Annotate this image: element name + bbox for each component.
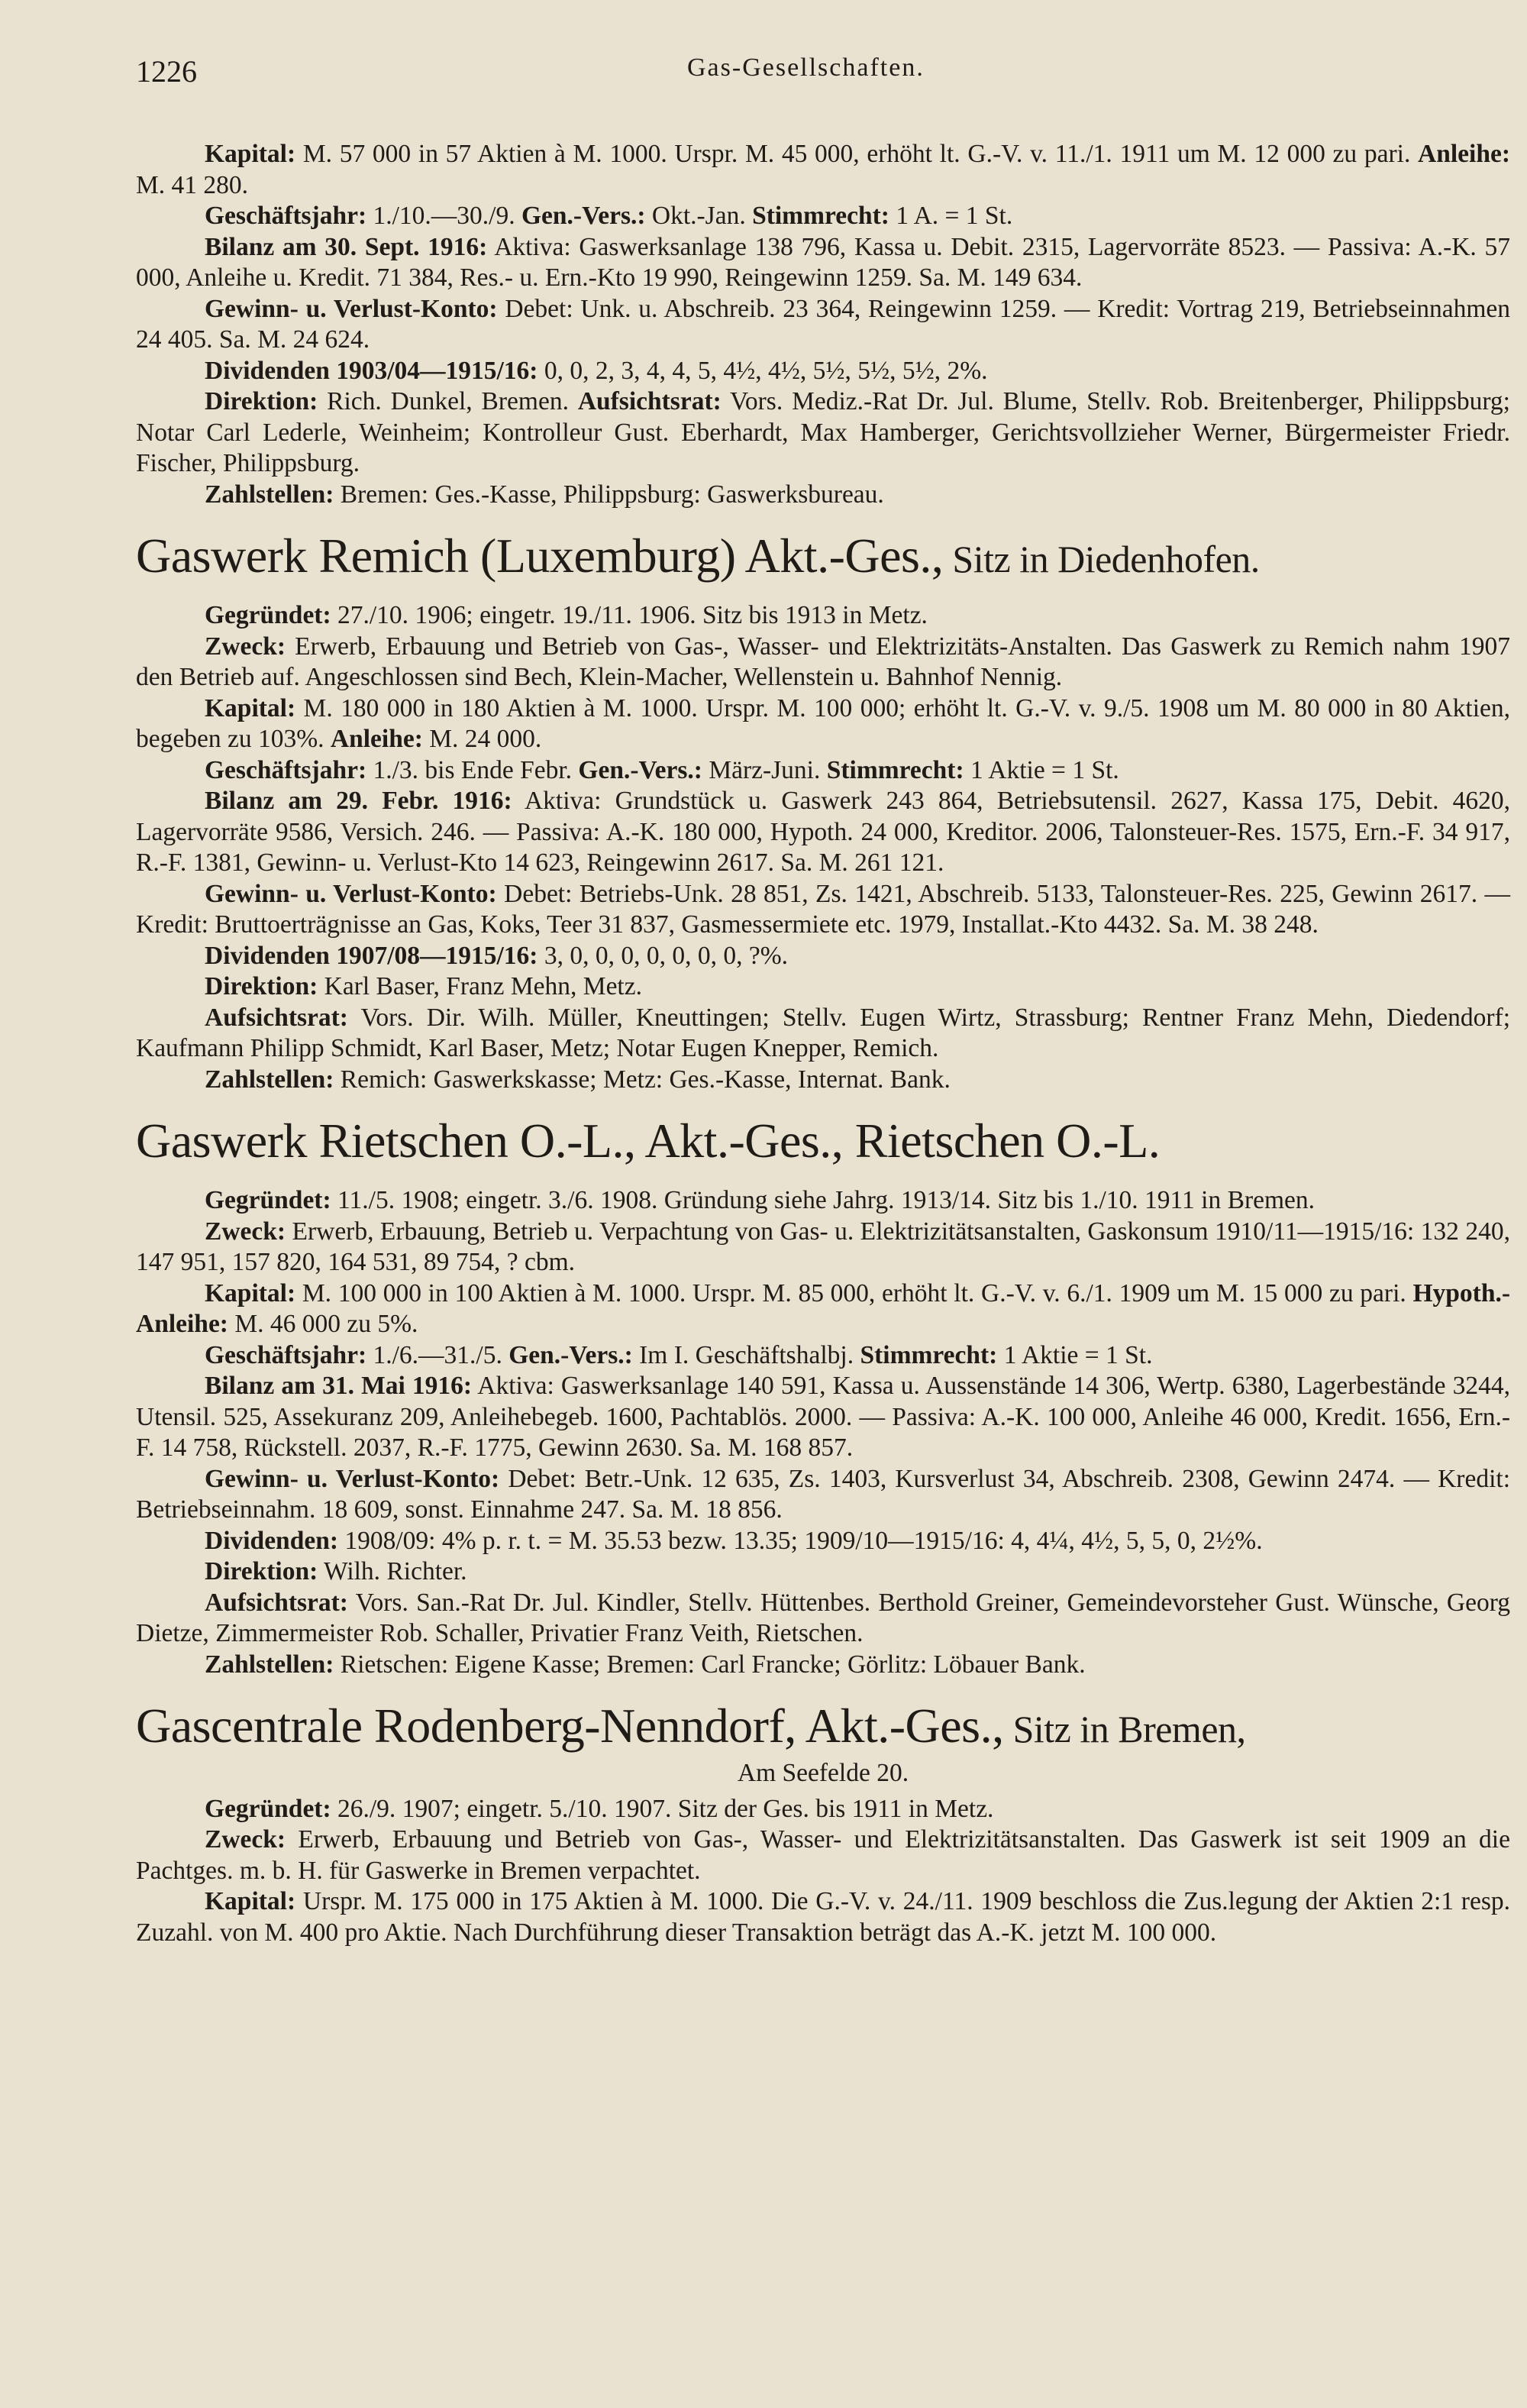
entry-paragraph (136, 786, 1510, 879)
entry-paragraph (136, 1588, 1510, 1650)
field-text: Aktiva: Gaswerksanlage 140 591, Kassa u. Aussenstände 14 306, Wertp. 6380, Lagerbestände 3244, Utensil. 525, Assekuranz 209, Anleihebegeb. 1600, Pachtablös. 2000. — Passiva: A.-K. 100 000, Anleihe 46 000, Kredit. 1656, Ern.-F. 14 758, Rückstell. 2037, R.-F. 1775, Gewinn 2630. Sa. M. 168 857. (136, 1372, 1510, 1462)
field-text: Vors. Dir. Wilh. Müller, Kneuttingen; Stellv. Eugen Wirtz, Strassburg; Rentner Franz Mehn, Diedendorf; Kaufmann Philipp Schmidt, Karl Baser, Metz; Notar Eugen Knepper, Remich. (136, 1003, 1510, 1062)
field-label: Kapital: (205, 140, 296, 168)
field-text: Urspr. M. 175 000 in 175 Aktien à M. 1000. Die G.-V. v. 24./11. 1909 beschloss die Zus.legung der Aktien 2:1 resp. Zuzahl. von M. 400 pro Aktie. Nach Durchführung dieser Transaktion beträgt das A.-K. jetzt M. 100 000. (136, 1887, 1510, 1947)
field-text: M. 41 280. (136, 170, 249, 199)
field-text: 1908/09: 4% p. r. t. = M. 35.53 bezw. 13.35; 1909/10—1915/16: 4, 4¼, 4½, 5, 5, 0, 2½%. (337, 1526, 1263, 1555)
field-text: Debet: Unk. u. Abschreib. 23 364, Reingewinn 1259. — Kredit: Vortrag 219, Betriebseinnahmen 24 405. Sa. M. 24 624. (136, 294, 1511, 354)
field-label: Hypoth.-Anleihe: (136, 1278, 1510, 1338)
field-text: Aktiva: Gaswerksanlage 138 796, Kassa u. Debit. 2315, Lagervorräte 8523. — Passiva: A.-K. 57 000, Anleihe u. Kredit. 71 384, Res.- u. Ern.-Kto 19 990, Reingewinn 1259. Sa. M. 149 634. (136, 232, 1510, 292)
company-address: Am Seefelde 20. (737, 1759, 909, 1787)
entry-paragraph (136, 600, 1510, 632)
field-label: Aufsichtsrat: (577, 387, 722, 415)
entry-paragraph (136, 201, 1510, 232)
entry-paragraph (136, 1185, 1510, 1217)
field-text: 3, 0, 0, 0, 0, 0, 0, 0, ?%. (538, 941, 788, 970)
field-text: M. 57 000 in 57 Aktien à M. 1000. Urspr. M. 45 000, erhöht lt. G.-V. v. 11./1. 1911 um M. 12 000 zu pari. (295, 140, 1419, 168)
entry-paragraph (136, 386, 1510, 480)
field-label: Zweck: (205, 1825, 286, 1854)
company-name: Gaswerk Remich (Luxemburg) Akt.-Ges., (136, 528, 944, 583)
field-text: Remich: Gaswerkskasse; Metz: Ges.-Kasse, Internat. Bank. (334, 1065, 951, 1094)
entry-paragraph (136, 294, 1510, 356)
field-text: Erwerb, Erbauung und Betrieb von Gas-, Wasser- und Elektrizitäts-Anstalten. Das Gaswerk zu Remich nahm 1907 den Betrieb auf. Angeschlossen sind Bech, Klein-Macher, Wellenstein u. Bahnhof Nennig. (136, 632, 1510, 691)
field-label: Anleihe: (1418, 140, 1510, 168)
field-text: Erwerb, Erbauung und Betrieb von Gas-, Wasser- und Elektrizitätsanstalten. Das Gaswerk ist seit 1909 an die Pachtges. m. b. H. für Gaswerke in Bremen verpachtet. (136, 1825, 1510, 1885)
entry-paragraph (136, 1278, 1510, 1340)
field-text: Karl Baser, Franz Mehn, Metz. (318, 972, 642, 1000)
field-label: Kapital: (205, 693, 296, 722)
entry-paragraph (136, 1825, 1510, 1886)
field-text: 26./9. 1907; eingetr. 5./10. 1907. Sitz der Ges. bis 1911 in Metz. (331, 1794, 994, 1823)
field-label: Gewinn- u. Verlust-Konto: (205, 294, 498, 323)
field-label: Bilanz am 29. Febr. 1916: (205, 787, 512, 815)
entry-paragraph (136, 139, 1510, 201)
field-text: 1./3. bis Ende Febr. (366, 755, 579, 784)
entry-paragraph (136, 1526, 1510, 1557)
field-label: Dividenden: (205, 1526, 338, 1555)
field-label: Bilanz am 31. Mai 1916: (205, 1372, 473, 1400)
field-text: 1./10.—30./9. (366, 202, 521, 230)
entry-paragraph (136, 1794, 1510, 1825)
entry-paragraph (136, 1003, 1510, 1065)
field-text: M. 24 000. (422, 725, 542, 753)
page-content (136, 139, 1510, 1948)
field-label: Aufsichtsrat: (205, 1588, 348, 1617)
entry-paragraph (136, 1371, 1510, 1464)
company-name: Gaswerk Rietschen O.-L., Akt.-Ges., Rietschen O.-L. (136, 1113, 1161, 1168)
field-label: Geschäftsjahr: (205, 1340, 367, 1369)
entry-paragraph (136, 356, 1510, 387)
entry-paragraph (136, 1217, 1510, 1278)
field-text: Erwerb, Erbauung, Betrieb u. Verpachtung von Gas- u. Elektrizitätsanstalten, Gaskonsum 1910/11—1915/16: 132 240, 147 951, 157 820, 164 531, 89 754, ? cbm. (136, 1217, 1510, 1276)
field-label: Bilanz am 30. Sept. 1916: (205, 232, 488, 261)
field-label: Anleihe: (330, 725, 423, 753)
field-text: März-Juni. (702, 755, 827, 784)
field-label: Direktion: (205, 1557, 318, 1585)
field-text: Vors. San.-Rat Dr. Jul. Kindler, Stellv. Hüttenbes. Berthold Greiner, Gemeindevorsteher Gust. Wünsche, Georg Dietze, Zimmermeister Rob. Schaller, Privatier Franz Veith, Rietschen. (136, 1588, 1510, 1647)
field-label: Gewinn- u. Verlust-Konto: (205, 879, 497, 908)
company-seat: Sitz in Bremen, (1003, 1708, 1246, 1750)
field-text: Debet: Betriebs-Unk. 28 851, Zs. 1421, Abschreib. 5133, Talonsteuer-Res. 225, Gewinn 2617. — Kredit: Bruttoerträgnisse an Gas, Koks, Teer 31 837, Gasmessermiete etc. 1979, Installat.-Kto 4432. Sa. M. 38 248. (136, 879, 1510, 939)
entry-paragraph (136, 1556, 1510, 1588)
entry-paragraph (136, 480, 1510, 511)
entry-paragraph (136, 1065, 1510, 1096)
page-number: 1226 (136, 54, 197, 89)
company-title (136, 1699, 1510, 1757)
field-label: Zweck: (205, 632, 286, 661)
entry-paragraph (136, 879, 1510, 941)
entry-paragraph (136, 693, 1510, 755)
entry-paragraph (136, 232, 1510, 294)
company-name: Gascentrale Rodenberg-Nenndorf, Akt.-Ges., (136, 1699, 1004, 1753)
field-text: Im I. Geschäftshalbj. (632, 1340, 860, 1369)
field-text: Wilh. Richter. (318, 1557, 467, 1585)
field-text: Vors. Mediz.-Rat Dr. Jul. Blume, Stellv. Rob. Breitenberger, Philippsburg; Notar Carl Lederle, Weinheim; Kontrolleur Gust. Eberhardt, Max Hamberger, Gerichtsvollzieher Werner, Bürgermeister Friedr. Fischer, Philippsburg. (136, 387, 1510, 477)
field-label: Zahlstellen: (205, 1650, 334, 1679)
field-label: Zahlstellen: (205, 1065, 334, 1094)
field-text: M. 100 000 in 100 Aktien à M. 1000. Urspr. M. 85 000, erhöht lt. G.-V. v. 6./1. 1909 um M. 15 000 zu pari. (295, 1278, 1413, 1307)
field-label: Geschäftsjahr: (205, 202, 367, 230)
field-label: Zweck: (205, 1217, 286, 1246)
field-text: 1./6.—31./5. (366, 1340, 509, 1369)
entry-paragraph (136, 632, 1510, 693)
field-label: Gen.-Vers.: (521, 202, 646, 230)
entry-paragraph (136, 1650, 1510, 1681)
field-text: Bremen: Ges.-Kasse, Philippsburg: Gaswerksbureau. (334, 480, 884, 509)
running-title: Gas-Gesellschaften. (687, 53, 925, 82)
field-label: Geschäftsjahr: (205, 755, 367, 784)
field-text: Okt.-Jan. (645, 202, 753, 230)
company-seat: Sitz in Diedenhofen. (943, 538, 1260, 580)
field-label: Aufsichtsrat: (205, 1003, 348, 1032)
field-text: 1 A. = 1 St. (889, 202, 1013, 230)
entry-paragraph (136, 1340, 1510, 1372)
entry-paragraph (136, 941, 1510, 972)
field-text: 27./10. 1906; eingetr. 19./11. 1906. Sitz bis 1913 in Metz. (331, 601, 928, 629)
field-text: 11./5. 1908; eingetr. 3./6. 1908. Gründung siehe Jahrg. 1913/14. Sitz bis 1./10. 1911 in Bremen. (331, 1186, 1316, 1214)
field-label: Gen.-Vers.: (578, 755, 702, 784)
entry-paragraph (136, 755, 1510, 787)
field-text: Debet: Betr.-Unk. 12 635, Zs. 1403, Kursverlust 34, Abschreib. 2308, Gewinn 2474. — Kredit: Betriebseinnahm. 18 609, sonst. Einnahme 247. Sa. M. 18 856. (136, 1464, 1510, 1524)
field-label: Gewinn- u. Verlust-Konto: (205, 1464, 500, 1493)
field-text: 1 Aktie = 1 St. (997, 1340, 1153, 1369)
field-label: Gen.-Vers.: (508, 1340, 633, 1369)
field-text: M. 46 000 zu 5%. (228, 1310, 418, 1338)
field-text: Rich. Dunkel, Bremen. (318, 387, 578, 415)
field-text: Rietschen: Eigene Kasse; Bremen: Carl Francke; Görlitz: Löbauer Bank. (334, 1650, 1086, 1679)
field-label: Direktion: (205, 972, 318, 1000)
field-label: Direktion: (205, 387, 318, 415)
field-label: Gegründet: (205, 1186, 331, 1214)
entry-paragraph (136, 1464, 1510, 1526)
company-title (136, 528, 1510, 587)
field-label: Stimmrecht: (860, 1340, 998, 1369)
field-label: Zahlstellen: (205, 480, 334, 509)
field-label: Dividenden 1903/04—1915/16: (205, 356, 538, 385)
field-label: Kapital: (205, 1278, 296, 1307)
field-text: 1 Aktie = 1 St. (964, 755, 1119, 784)
entry-paragraph (136, 971, 1510, 1003)
company-title (136, 1113, 1510, 1172)
field-label: Gegründet: (205, 601, 331, 629)
field-label: Dividenden 1907/08—1915/16: (205, 941, 538, 970)
field-label: Stimmrecht: (826, 755, 964, 784)
field-text: 0, 0, 2, 3, 4, 4, 5, 4½, 4½, 5½, 5½, 5½, 2%. (538, 356, 988, 385)
page-header (136, 53, 1510, 99)
field-text: Aktiva: Grundstück u. Gaswerk 243 864, Betriebsutensil. 2627, Kassa 175, Debit. 4620, Lagervorräte 9586, Versich. 246. — Passiva: A.-K. 180 000, Hypoth. 24 000, Kreditor. 2006, Talonsteuer-Res. 1575, Ern.-F. 34 917, R.-F. 1381, Gewinn- u. Verlust-Kto 14 623, Reingewinn 2617. Sa. M. 261 121. (136, 787, 1510, 877)
field-text: M. 180 000 in 180 Aktien à M. 1000. Urspr. M. 100 000; erhöht lt. G.-V. v. 9./5. 1908 um M. 80 000 in 80 Aktien, begeben zu 103%. (136, 693, 1510, 753)
entry-paragraph (136, 1886, 1510, 1948)
field-label: Stimmrecht: (752, 202, 889, 230)
field-label: Kapital: (205, 1887, 296, 1915)
field-label: Gegründet: (205, 1794, 331, 1823)
